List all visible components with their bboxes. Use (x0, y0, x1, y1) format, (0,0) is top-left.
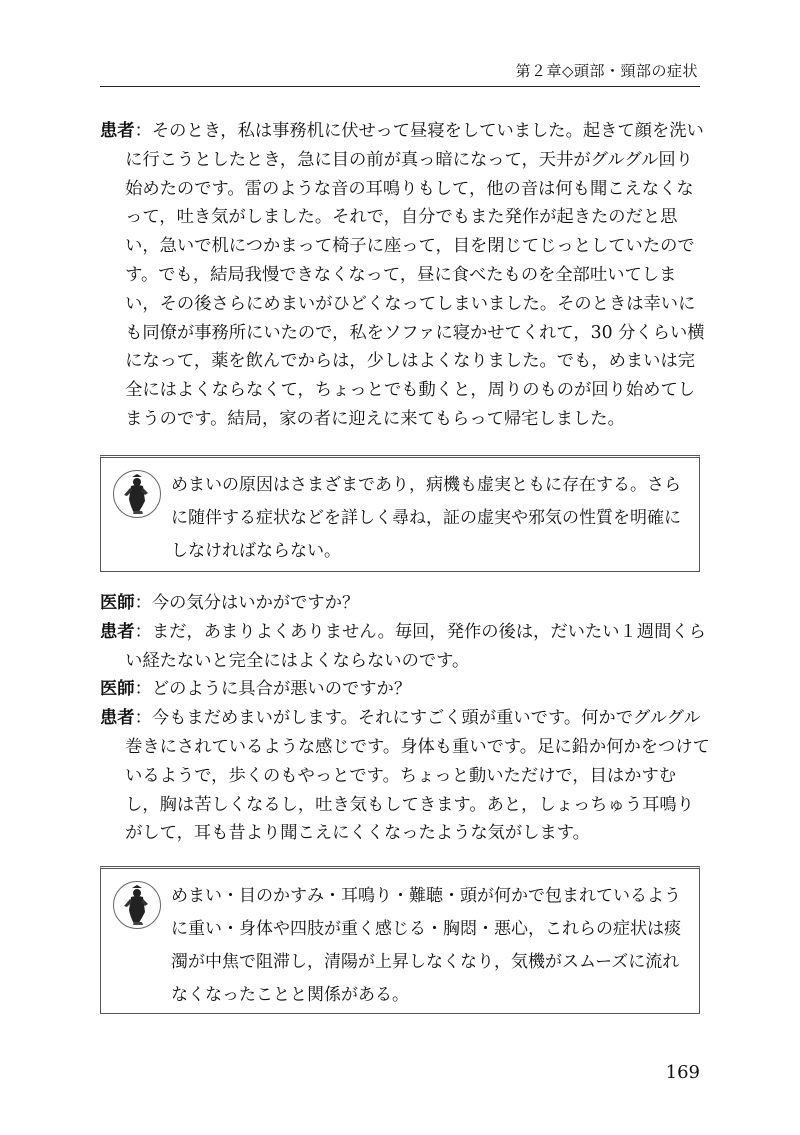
dialogue-section-1 (100, 117, 710, 434)
sage-figure-icon (113, 470, 161, 518)
speaker-label: 患者 (100, 708, 135, 729)
speaker-label: 患者 (100, 621, 135, 642)
dialogue-text: 今の気分はいかがですか？ (151, 593, 360, 613)
dialogue-text: 今もまだめまいがします。それにすごく頭が重いです。何かでグルグル巻きにされているような感じです。身体も重いです。足に鉛か何かをつけているようで，歩くのもやっとです。ちょっと動いただけで，目はかすむし，胸は苦しくなるし，吐き気もしてきます。あと，しょっちゅう耳鳴りがして，耳も昔より聞こえにくくなったような気がします。 (125, 708, 710, 844)
dialogue-line: 患者：今もまだめまいがします。それにすごく頭が重いです。何かでグルグル巻きにされているような感じです。身体も重いです。足に鉛か何かをつけているようで，歩くのもやっとです。ちょっと動いただけで，目はかすむし，胸は苦しくなるし，吐き気もしてきます。あと，しょっちゅう耳鳴りがして，耳も昔より聞こえにくくなったような気がします。 (100, 708, 710, 844)
dialogue-line: 患者：そのとき，私は事務机に伏せって昼寝をしていました。起きて顔を洗いに行こうとしたとき，急に目の前が真っ暗になって，天井がグルグル回り始めたのです。雷のような音の耳鳴りもして，他の音は何も聞こえなくなって，吐き気がしました。それで，自分でもまた発作が起きたのだと思い，急いで机につかまって椅子に座って，目を閉じてじっとしていたのです。でも，結局我慢できなくなって，昼に食べたものを全部吐いてしまい，その後さらにめまいがひどくなってしまいました。そのときは幸いにも同僚が事務所にいたので，私をソファに寝かせてくれて，30 分くらい横になって，薬を飲んでからは，少しはよくなりました。でも，めまいは完全にはよくならなくて，ちょっとでも動くと，周りのものが回り始めてしまうのです。結局，家の者に迎えに来てもらって帰宅しました。 (100, 121, 705, 429)
dialogue-section-2 (100, 589, 710, 848)
note-text: めまい・目のかすみ・耳鳴り・難聴・頭が何かで包まれているように重い・身体や四肢が重く感じる・胸悶・悪心，これらの症状は痰濁が中焦で阻滞し，清陽が上昇しなくなり，気機がスムーズに流れなくなったことと関係がある。 (171, 886, 681, 1005)
dialogue-line: 医師：今の気分はいかがですか？ (100, 593, 360, 613)
note-text: めまいの原因はさまざまであり，病機も虚実ともに存在する。さらに随伴する症状などを詳しく尋ね，証の虚実や邪気の性質を明確にしなければならない。 (171, 475, 681, 561)
dialogue-line: 患者：まだ，あまりよくありません。毎回，発作の後は，だいたい１週間くらい経たないと完全にはよくならないのです。 (100, 621, 706, 671)
note-box-2 (100, 866, 700, 1014)
dialogue-text: まだ，あまりよくありません。毎回，発作の後は，だいたい１週間くらい経たないと完全にはよくならないのです。 (125, 621, 706, 671)
speaker-label: 医師 (100, 593, 135, 613)
sage-figure-icon (113, 881, 161, 929)
header-rule (100, 86, 700, 87)
chapter-header: 第２章◇頭部・頸部の症状 (515, 62, 698, 80)
speaker-label: 患者 (100, 121, 135, 141)
speaker-label: 医師 (100, 679, 135, 700)
dialogue-text: そのとき，私は事務机に伏せって昼寝をしていました。起きて顔を洗いに行こうとしたとき，急に目の前が真っ暗になって，天井がグルグル回り始めたのです。雷のような音の耳鳴りもして，他の音は何も聞こえなくなって，吐き気がしました。それで，自分でもまた発作が起きたのだと思い，急いで机につかまって椅子に座って，目を閉じてじっとしていたのです。でも，結局我慢できなくなって，昼に食べたものを全部吐いてしまい，その後さらにめまいがひどくなってしまいました。そのときは幸いにも同僚が事務所にいたので，私をソファに寝かせてくれて，30 分くらい横になって，薬を飲んでからは，少しはよくなりました。でも，めまいは完全にはよくならなくて，ちょっとでも動くと，周りのものが回り始めてしまうのです。結局，家の者に迎えに来てもらって帰宅しました。 (125, 121, 705, 429)
page-number: 169 (665, 1062, 700, 1083)
note-box-1 (100, 455, 700, 572)
dialogue-line: 医師：どのように具合が悪いのですか？ (100, 679, 412, 700)
dialogue-text: どのように具合が悪いのですか？ (151, 679, 412, 700)
